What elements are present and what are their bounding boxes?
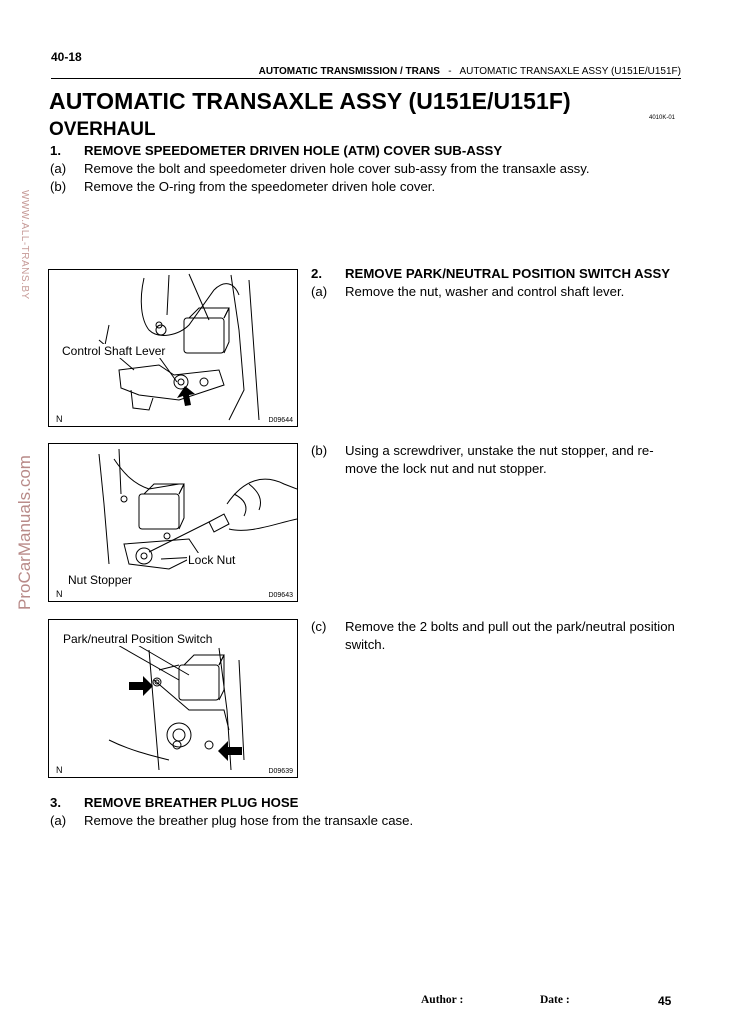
- footer-page-number: 45: [658, 994, 672, 1008]
- document-id: 4010K-01: [649, 115, 676, 121]
- figure-3-n: N: [56, 765, 63, 775]
- figure-1-n: N: [56, 414, 63, 424]
- watermark-side: ProCarManuals.com: [15, 455, 34, 610]
- figure-park-neutral-switch: [48, 619, 298, 778]
- figure-3-code: D09639: [268, 768, 293, 775]
- running-header: [0, 66, 681, 77]
- header-rule: [51, 78, 681, 79]
- page-title: AUTOMATIC TRANSAXLE ASSY (U151E/U151F): [49, 88, 571, 114]
- figure-1-label: Control Shaft Lever: [62, 344, 166, 358]
- figure-2-label-nut-stopper: Nut Stopper: [68, 573, 133, 587]
- step-2b-cont: move the lock nut and nut stopper.: [345, 461, 547, 476]
- figure-control-shaft-lever: [48, 269, 298, 427]
- figure-2-code: D09643: [268, 592, 293, 599]
- figure-1-code: D09644: [268, 417, 293, 424]
- watermark-top: WWW.ALL-TRANS.BY: [19, 190, 30, 300]
- step-2c-cont: switch.: [345, 637, 386, 652]
- figure-2-n: N: [56, 589, 63, 599]
- page-subtitle: OVERHAUL: [49, 119, 156, 140]
- arrow-right-indicator: [129, 676, 153, 696]
- footer-date: Date :: [540, 994, 570, 1006]
- running-header-subsection: AUTOMATIC TRANSAXLE ASSY (U151E/U151F): [459, 66, 681, 77]
- figure-lock-nut: [48, 443, 298, 602]
- running-header-section: AUTOMATIC TRANSMISSION / TRANS: [258, 66, 440, 77]
- figure-2-label-lock-nut: Lock Nut: [188, 553, 236, 567]
- page-number: 40-18: [51, 50, 82, 64]
- running-header-separator: -: [448, 66, 452, 77]
- figure-3-label: Park/neutral Position Switch: [63, 632, 213, 646]
- footer-author: Author :: [421, 994, 464, 1006]
